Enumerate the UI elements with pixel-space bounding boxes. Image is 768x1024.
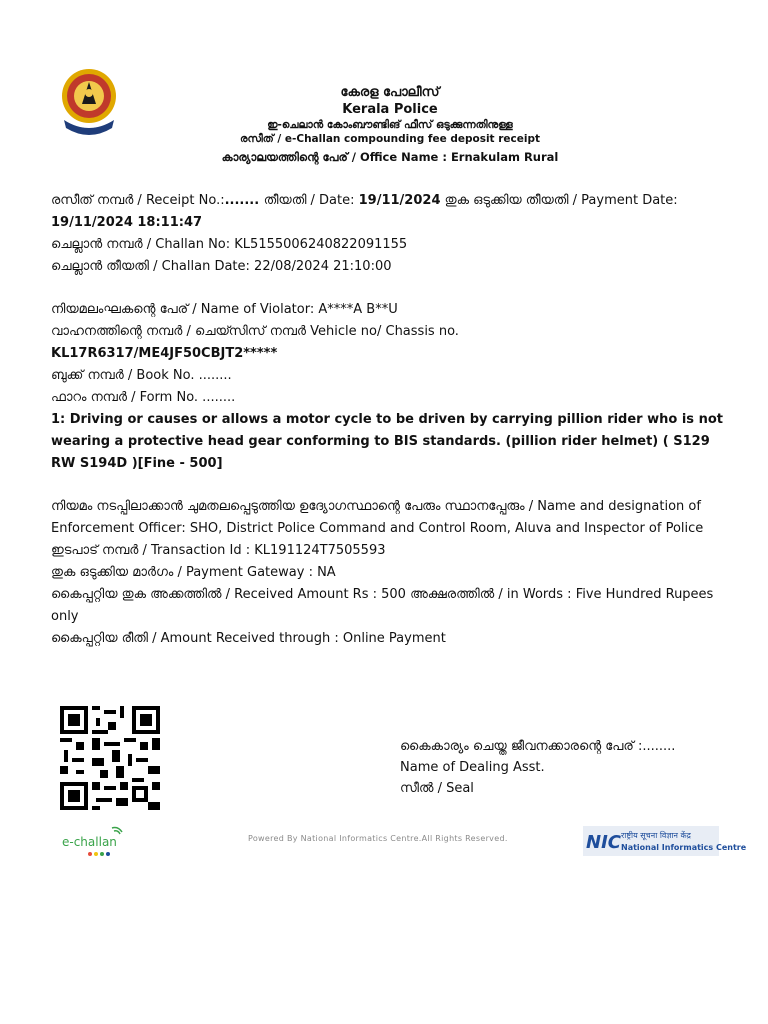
gateway-line: തുക ഒടുക്കിയ മാർഗം / Payment Gateway : NA <box>51 565 336 580</box>
violator-line: നിയമലംഘകന്റെ പേര് / Name of Violator: A****A B**U <box>51 302 398 317</box>
office-name: കാര്യാലയത്തിന്റെ പേര് / Office Name : Ernakulam Rural <box>221 150 559 164</box>
payment-gateway: NA <box>317 565 336 580</box>
violator-name: A****A B**U <box>318 302 398 317</box>
book-no: ബുക്ക് നമ്പർ / Book No. ........ <box>51 368 232 383</box>
dealing-name-english: Name of Dealing Asst. <box>400 760 545 775</box>
received-amount: 500 <box>381 587 406 602</box>
header-subtitle-english: രസീത് / e-Challan compounding fee deposit receipt <box>239 133 541 145</box>
offence-description: 1: Driving or causes or allows a motor cycle to be driven by carrying pillion rider who is not wearing a protective head gear conforming to BIS standards. (pillion rider helmet) ( S129 RW S194D )[Fine - 500] <box>51 412 723 471</box>
vehicle-number: KL17R6317/ME4JF50CBJT2***** <box>51 346 278 361</box>
vehicle-label: വാഹനത്തിന്റെ നമ്പർ / ചെയ്സിസ് നമ്പർ Vehicle no/ Chassis no. <box>51 324 459 339</box>
dealing-name-malayalam: കൈകാര്യം ചെയ്ത ജീവനക്കാരന്റെ പേര് :........ <box>400 739 676 754</box>
nic-logo <box>583 826 747 856</box>
challan-no-line: ചെല്ലാൻ നമ്പർ / Challan No: KL5155006240822091155 <box>51 237 408 252</box>
receipt-date: 19/11/2024 <box>358 193 441 208</box>
echallan-logo <box>60 824 130 858</box>
powered-by-text: Powered By National Informatics Centre.All Rights Reserved. <box>248 834 508 843</box>
officer-line: നിയമം നടപ്പിലാക്കാൻ ചുമതലപ്പെടുത്തിയ ഉദ്യോഗസ്ഥാന്റെ പേരും സ്ഥാനപ്പേരും / Name and designation of Enforcement Officer: SHO, District Police Command and Control Room, Aluva and Inspector of Police <box>51 499 704 536</box>
form-no: ഫാറം നമ്പർ / Form No. ........ <box>51 390 236 405</box>
transaction-line: ഇടപാട് നമ്പർ / Transaction Id : KL191124T7505593 <box>51 543 386 558</box>
received-through-line: കൈപ്പറ്റിയ രീതി / Amount Received through : Online Payment <box>51 631 446 646</box>
officer-designation: SHO, District Police Command and Control Room, Aluva and Inspector of Police <box>189 521 704 536</box>
receipt-body <box>51 190 723 650</box>
received-through: Online Payment <box>342 631 446 646</box>
echallan-logo-text: e-challan <box>62 835 117 849</box>
qr-code <box>60 706 160 810</box>
svg-text:NIC: NIC <box>586 832 621 853</box>
svg-text:National Informatics Centre: National Informatics Centre <box>621 843 747 852</box>
seal-label: സീൽ / Seal <box>400 781 474 796</box>
payment-date: 19/11/2024 18:11:47 <box>51 215 203 230</box>
header-subtitle-malayalam: ഇ-ചെലാൻ കോംബൗണ്ടിങ് ഫീസ് ഒടുക്കുന്നതിനുള്ള <box>267 119 513 131</box>
header-title-malayalam: കേരള പോലീസ് <box>340 85 440 100</box>
header-title-english: Kerala Police <box>342 102 438 117</box>
amount-in-words: Five Hundred Rupees only <box>51 587 714 624</box>
svg-text:राष्ट्रीय सूचना विज्ञान केंद्र: राष्ट्रीय सूचना विज्ञान केंद्र <box>621 831 691 840</box>
challan-no: KL5155006240822091155 <box>234 237 408 252</box>
challan-date-line: ചെല്ലാൻ തീയതി / Challan Date: 22/08/2024 21:10:00 <box>51 259 392 274</box>
receipt-date-line: രസീത് നമ്പർ / Receipt No.:....... തീയതി / Date: 19/11/2024 തുക ഒടുക്കിയ തീയതി / Payment Date: 19/11/2024 18:11:47 <box>51 193 678 230</box>
kerala-police-emblem <box>58 66 120 140</box>
dealing-assistant-block <box>400 736 740 799</box>
amount-line: കൈപ്പറ്റിയ തുക അക്കത്തിൽ / Received Amount Rs : 500 അക്ഷരത്തിൽ / in Words : Five Hundred Rupees only <box>51 587 714 624</box>
challan-date: 22/08/2024 21:10:00 <box>254 259 392 274</box>
transaction-id: KL191124T7505593 <box>254 543 386 558</box>
